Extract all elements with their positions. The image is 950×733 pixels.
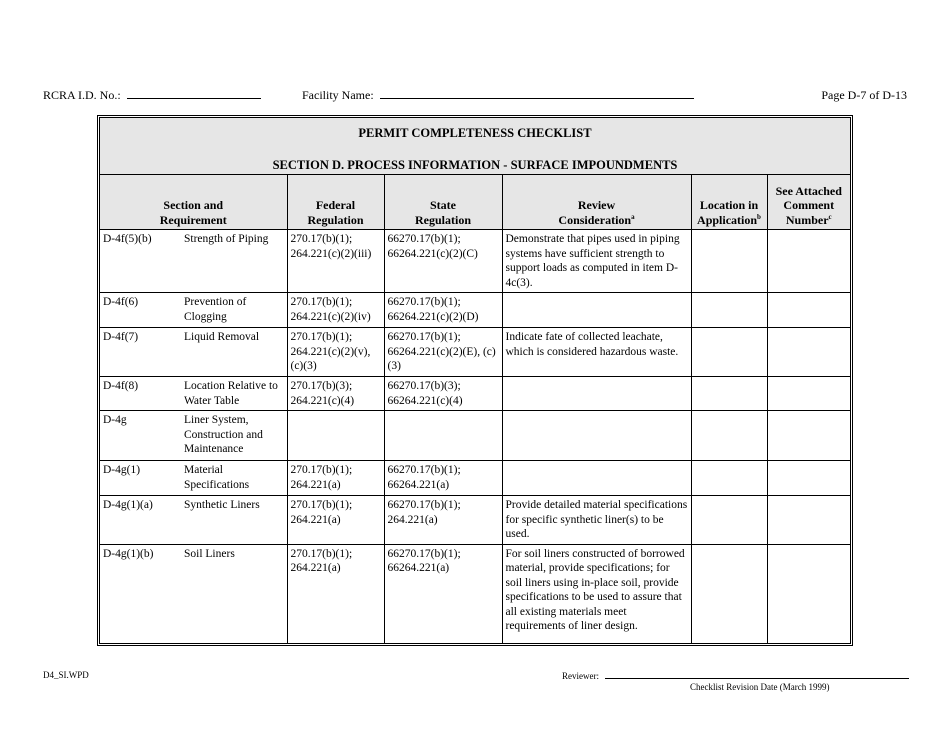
- row-id: D-4f(5)(b): [103, 233, 152, 245]
- row-requirement: Location Relative to Water Table: [184, 380, 278, 407]
- comment-cell[interactable]: [767, 411, 850, 461]
- federal-cell: 270.17(b)(1); 264.221(a): [287, 461, 384, 496]
- review-cell: [502, 411, 691, 461]
- state-cell: 66270.17(b)(1); 66264.221(c)(2)(E), (c)(3): [384, 328, 502, 377]
- table-row: [100, 293, 850, 328]
- col-section-requirement: Section and Requirement: [100, 175, 287, 230]
- section-cell: [100, 377, 287, 411]
- table-row: [100, 496, 850, 545]
- location-cell[interactable]: [691, 496, 767, 545]
- table-row: [100, 230, 850, 293]
- checklist-title-band: [100, 118, 850, 175]
- comment-cell[interactable]: [767, 496, 850, 545]
- location-cell[interactable]: [691, 411, 767, 461]
- table-row: [100, 411, 850, 461]
- review-cell: [502, 377, 691, 411]
- row-id: D-4g(1)(a): [103, 499, 153, 511]
- table-row: [100, 544, 850, 646]
- state-cell: 66270.17(b)(1); 66264.221(a): [384, 461, 502, 496]
- reviewer-field: [562, 670, 909, 681]
- row-id: D-4g: [103, 414, 127, 426]
- state-cell: 66270.17(b)(3); 66264.221(c)(4): [384, 377, 502, 411]
- section-cell: [100, 411, 287, 461]
- section-cell: [100, 544, 287, 646]
- location-cell[interactable]: [691, 230, 767, 293]
- comment-cell[interactable]: [767, 230, 850, 293]
- file-name: D4_SI.WPD: [43, 670, 89, 680]
- table-row: [100, 328, 850, 377]
- facility-name-blank[interactable]: [380, 88, 694, 99]
- rcra-id-label: RCRA I.D. No.:: [43, 88, 121, 102]
- page-number: Page D-7 of D-13: [821, 88, 907, 102]
- review-cell: For soil liners constructed of borrowed material, provide specifications; for soil liners using in-place soil, provide specifications to be used to assure that all existing materials meet requirements of liner design.: [502, 544, 691, 646]
- row-requirement: Strength of Piping: [184, 233, 269, 245]
- review-cell: Indicate fate of collected leachate, which is considered hazardous waste.: [502, 328, 691, 377]
- row-id: D-4f(8): [103, 380, 139, 392]
- location-cell[interactable]: [691, 328, 767, 377]
- row-requirement: Liner System, Construction and Maintenance: [184, 414, 263, 455]
- comment-cell[interactable]: [767, 293, 850, 328]
- review-cell: Provide detailed material specifications for specific synthetic liner(s) to be used.: [502, 496, 691, 545]
- row-requirement: Material Specifications: [184, 464, 250, 491]
- state-cell: 66270.17(b)(1); 264.221(a): [384, 496, 502, 545]
- location-cell[interactable]: [691, 293, 767, 328]
- col-federal-regulation: Federal Regulation: [287, 175, 384, 230]
- review-cell: Demonstrate that pipes used in piping systems have sufficient strength to support loads as computed in item D-4c(3).: [502, 230, 691, 293]
- row-requirement: Synthetic Liners: [184, 499, 260, 511]
- review-cell: [502, 461, 691, 496]
- facility-name-field: [302, 88, 694, 103]
- state-cell: 66270.17(b)(1); 66264.221(c)(2)(C): [384, 230, 502, 293]
- col-review-consideration: Review Consideration$^a$: [502, 175, 691, 230]
- federal-cell: 270.17(b)(1); 264.221(c)(2)(v), (c)(3): [287, 328, 384, 377]
- section-cell: [100, 328, 287, 377]
- comment-cell[interactable]: [767, 461, 850, 496]
- row-requirement: Liquid Removal: [184, 331, 260, 343]
- federal-cell: 270.17(b)(1); 264.221(c)(2)(iii): [287, 230, 384, 293]
- row-requirement: Prevention of Clogging: [184, 296, 247, 323]
- federal-cell: 270.17(b)(1); 264.221(c)(2)(iv): [287, 293, 384, 328]
- review-cell: [502, 293, 691, 328]
- location-cell[interactable]: [691, 377, 767, 411]
- table-row: [100, 461, 850, 496]
- col-see-attached-comment: See Attached Comment Number$^c$: [767, 175, 850, 230]
- row-requirement: Soil Liners: [184, 547, 235, 560]
- checklist-frame: [97, 115, 853, 646]
- checklist-table: [100, 175, 850, 646]
- row-id: D-4f(7): [103, 331, 139, 343]
- table-header-row: [100, 175, 850, 230]
- revision-date: Checklist Revision Date (March 1999): [690, 682, 830, 692]
- federal-cell: [287, 411, 384, 461]
- state-cell: 66270.17(b)(1); 66264.221(a): [384, 544, 502, 646]
- reviewer-blank[interactable]: [605, 670, 909, 679]
- col-state-regulation: State Regulation: [384, 175, 502, 230]
- comment-cell[interactable]: [767, 328, 850, 377]
- row-id: D-4f(6): [103, 296, 139, 308]
- state-cell: 66270.17(b)(1); 66264.221(c)(2)(D): [384, 293, 502, 328]
- section-cell: [100, 461, 287, 496]
- location-cell[interactable]: [691, 461, 767, 496]
- location-cell[interactable]: [691, 544, 767, 646]
- table-row: [100, 377, 850, 411]
- checklist-title: PERMIT COMPLETENESS CHECKLIST: [358, 126, 592, 140]
- federal-cell: 270.17(b)(1); 264.221(a): [287, 544, 384, 646]
- rcra-id-blank[interactable]: [127, 88, 261, 99]
- federal-cell: 270.17(b)(1); 264.221(a): [287, 496, 384, 545]
- section-cell: [100, 293, 287, 328]
- row-id: D-4g(1): [103, 464, 141, 476]
- section-title: SECTION D. PROCESS INFORMATION - SURFACE IMPOUNDMENTS: [272, 158, 678, 172]
- state-cell: [384, 411, 502, 461]
- facility-name-label: Facility Name:: [302, 88, 374, 102]
- rcra-id-field: [43, 88, 261, 103]
- row-id: D-4g(1)(b): [103, 547, 154, 560]
- federal-cell: 270.17(b)(3); 264.221(c)(4): [287, 377, 384, 411]
- section-cell: [100, 230, 287, 293]
- section-cell: [100, 496, 287, 545]
- reviewer-label: Reviewer:: [562, 671, 599, 681]
- col-location-in-application: Location in Application$^b$: [691, 175, 767, 230]
- comment-cell[interactable]: [767, 544, 850, 646]
- comment-cell[interactable]: [767, 377, 850, 411]
